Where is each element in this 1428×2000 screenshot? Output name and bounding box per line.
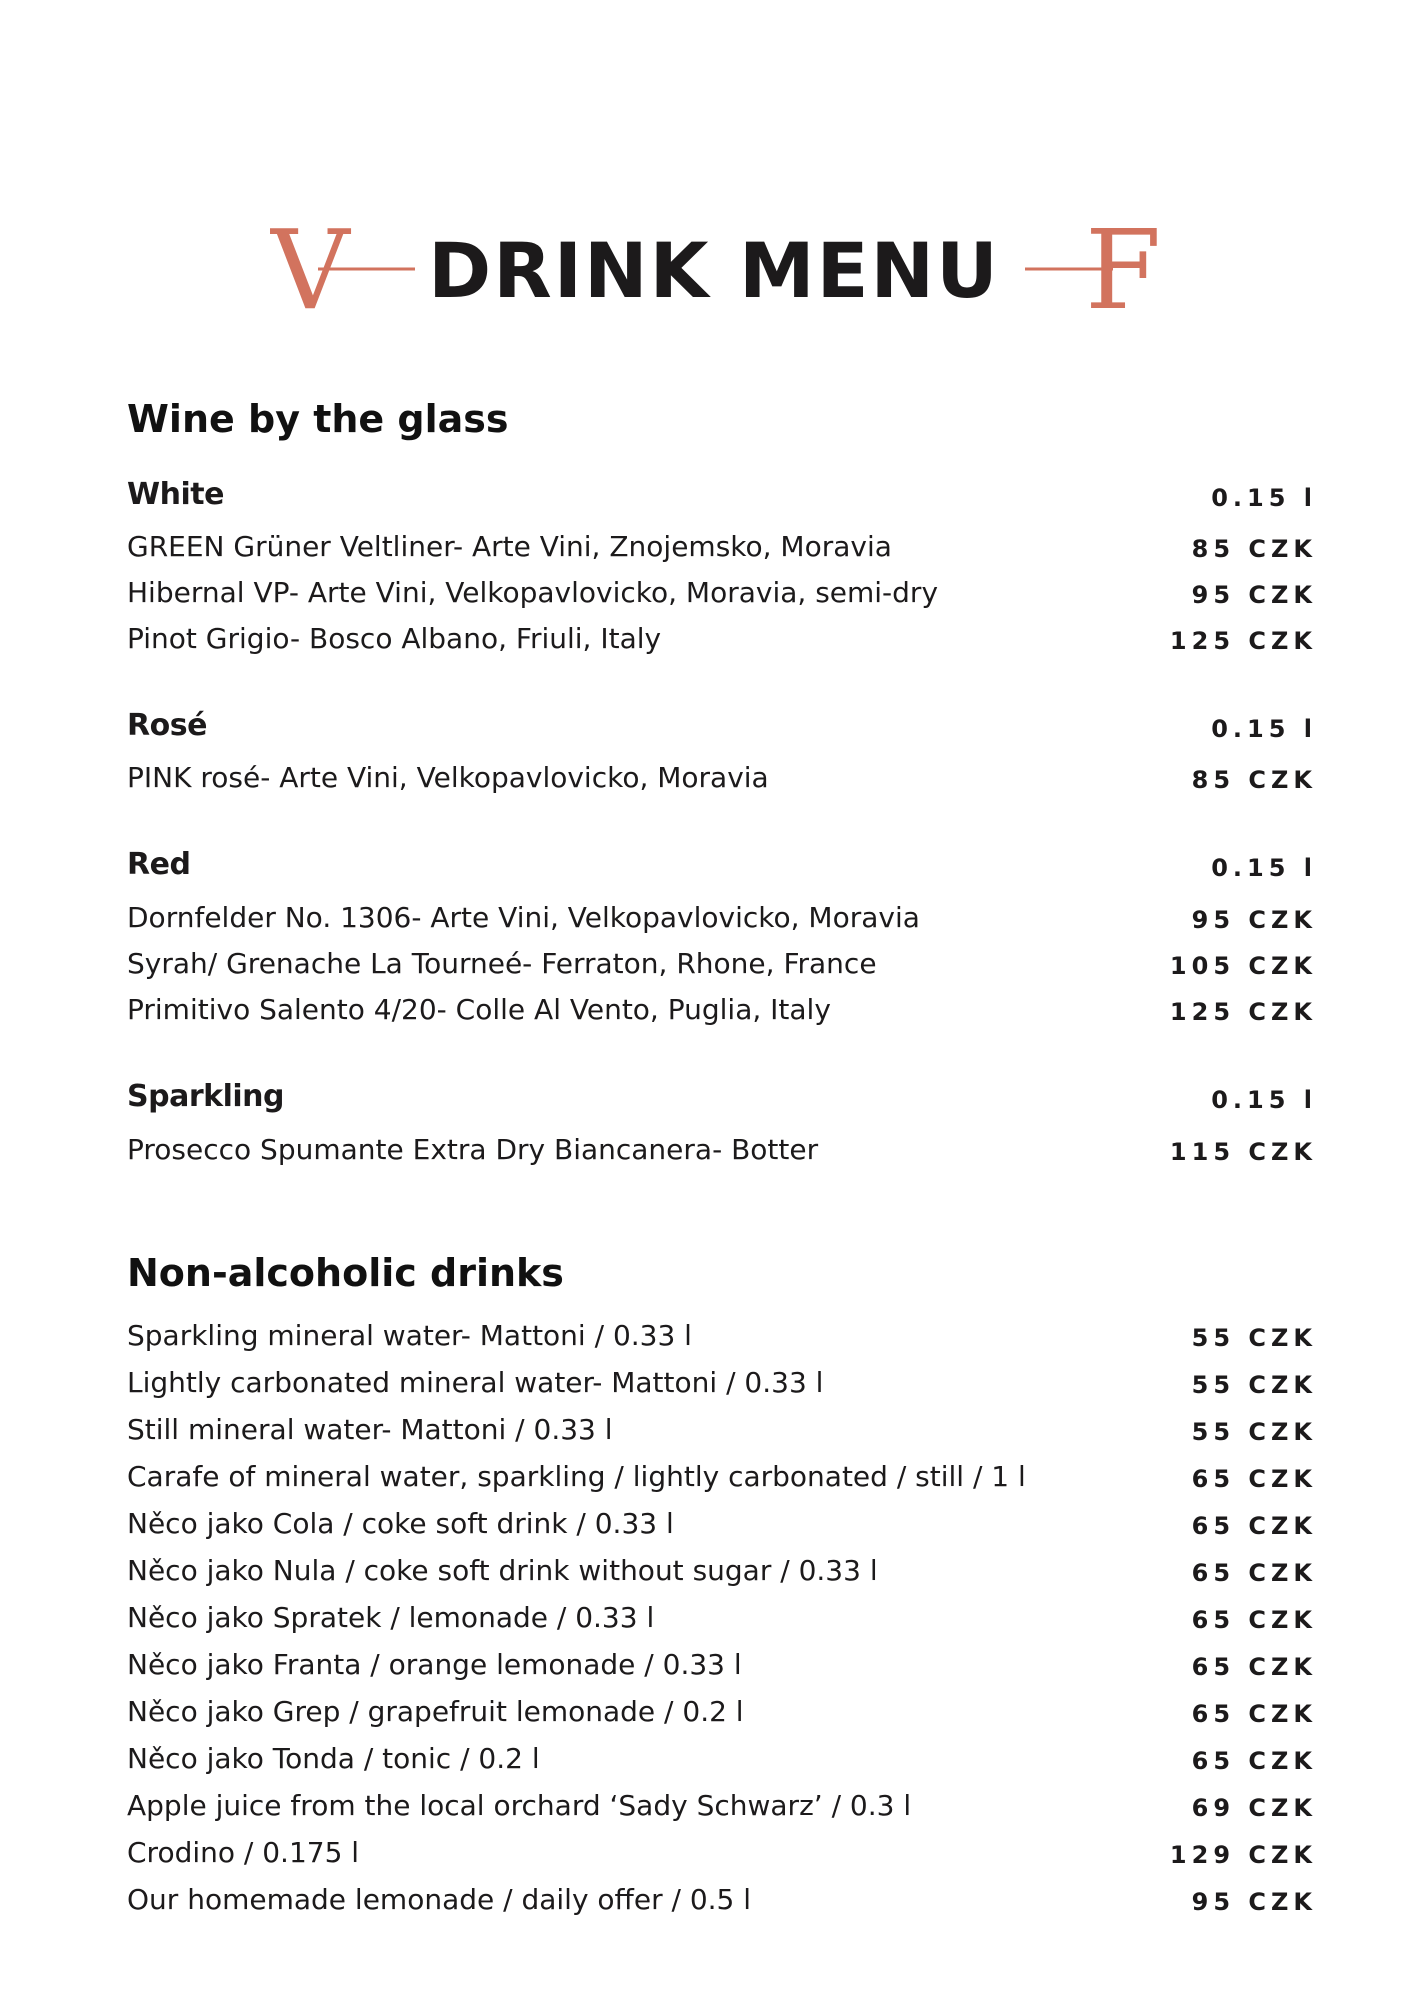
category-unit: 0.15 l <box>1211 854 1317 882</box>
list-item <box>127 1316 1317 1360</box>
item-price: 55 CZK <box>1191 1418 1317 1446</box>
item-name: Prosecco Spumante Extra Dry Biancanera- Botter <box>127 1133 819 1166</box>
list-item <box>127 1363 1317 1407</box>
item-price: 85 CZK <box>1191 766 1317 794</box>
item-price: 65 CZK <box>1191 1700 1317 1728</box>
item-price: 55 CZK <box>1191 1324 1317 1352</box>
list-item <box>127 944 1317 988</box>
category-unit: 0.15 l <box>1211 484 1317 512</box>
item-price: 125 CZK <box>1169 627 1317 655</box>
menu-header <box>0 212 1428 322</box>
list-item <box>127 990 1317 1034</box>
item-price: 85 CZK <box>1191 535 1317 563</box>
list-item <box>127 1598 1317 1642</box>
svg-text:F: F <box>1085 222 1162 312</box>
list-item <box>127 1551 1317 1595</box>
item-name: Still mineral water- Mattoni / 0.33 l <box>127 1413 613 1446</box>
list-item <box>127 1504 1317 1548</box>
item-price: 69 CZK <box>1191 1794 1317 1822</box>
item-price: 105 CZK <box>1169 952 1317 980</box>
section-title-wine: Wine by the glass <box>127 397 509 441</box>
list-item <box>127 573 1317 617</box>
item-name: Pinot Grigio- Bosco Albano, Friuli, Italy <box>127 622 662 655</box>
item-name: Hibernal VP- Arte Vini, Velkopavlovicko, Moravia, semi-dry <box>127 576 939 609</box>
section-title-nonalcoholic: Non-alcoholic drinks <box>127 1251 564 1295</box>
category-title: Sparkling <box>127 1079 284 1114</box>
list-item <box>127 758 1317 802</box>
logo-f-icon <box>1025 222 1167 312</box>
category-rose <box>127 706 1317 750</box>
list-item <box>127 527 1317 571</box>
category-red <box>127 845 1317 889</box>
item-name: GREEN Grüner Veltliner- Arte Vini, Znojemsko, Moravia <box>127 530 892 563</box>
list-item <box>127 1833 1317 1877</box>
item-name: Primitivo Salento 4/20- Colle Al Vento, Puglia, Italy <box>127 993 831 1026</box>
item-name: Sparkling mineral water- Mattoni / 0.33 l <box>127 1319 692 1352</box>
item-price: 65 CZK <box>1191 1465 1317 1493</box>
list-item <box>127 1645 1317 1689</box>
list-item <box>127 619 1317 663</box>
list-item <box>127 1880 1317 1924</box>
category-unit: 0.15 l <box>1211 1086 1317 1114</box>
item-name: Crodino / 0.175 l <box>127 1836 360 1869</box>
category-title: Red <box>127 847 191 882</box>
item-name: PINK rosé- Arte Vini, Velkopavlovicko, Moravia <box>127 761 769 794</box>
item-name: Apple juice from the local orchard ‘Sady Schwarz’ / 0.3 l <box>127 1789 912 1822</box>
item-price: 115 CZK <box>1169 1138 1317 1166</box>
item-name: Něco jako Tonda / tonic / 0.2 l <box>127 1742 540 1775</box>
item-price: 65 CZK <box>1191 1559 1317 1587</box>
list-item <box>127 1739 1317 1783</box>
list-item <box>127 1692 1317 1736</box>
category-unit: 0.15 l <box>1211 715 1317 743</box>
item-price: 95 CZK <box>1191 906 1317 934</box>
category-sparkling <box>127 1077 1317 1121</box>
category-title: White <box>127 477 224 512</box>
item-price: 95 CZK <box>1191 1888 1317 1916</box>
item-price: 95 CZK <box>1191 581 1317 609</box>
list-item <box>127 1130 1317 1174</box>
svg-text:V: V <box>270 222 350 312</box>
category-title: Rosé <box>127 708 207 743</box>
list-item <box>127 898 1317 942</box>
item-name: Lightly carbonated mineral water- Mattoni / 0.33 l <box>127 1366 824 1399</box>
item-price: 65 CZK <box>1191 1606 1317 1634</box>
item-price: 65 CZK <box>1191 1653 1317 1681</box>
item-name: Dornfelder No. 1306- Arte Vini, Velkopavlovicko, Moravia <box>127 901 920 934</box>
category-white <box>127 475 1317 519</box>
item-name: Our homemade lemonade / daily offer / 0.5 l <box>127 1883 752 1916</box>
list-item <box>127 1457 1317 1501</box>
list-item <box>127 1786 1317 1830</box>
item-name: Něco jako Grep / grapefruit lemonade / 0.2 l <box>127 1695 744 1728</box>
page-title: DRINK MENU <box>428 226 1000 315</box>
item-name: Syrah/ Grenache La Tourneé- Ferraton, Rhone, France <box>127 947 877 980</box>
list-item <box>127 1410 1317 1454</box>
item-price: 125 CZK <box>1169 998 1317 1026</box>
item-name: Něco jako Cola / coke soft drink / 0.33 l <box>127 1507 674 1540</box>
item-name: Něco jako Nula / coke soft drink without sugar / 0.33 l <box>127 1554 878 1587</box>
item-name: Něco jako Spratek / lemonade / 0.33 l <box>127 1601 655 1634</box>
item-name: Něco jako Franta / orange lemonade / 0.33 l <box>127 1648 742 1681</box>
item-price: 55 CZK <box>1191 1371 1317 1399</box>
item-name: Carafe of mineral water, sparkling / lightly carbonated / still / 1 l <box>127 1460 1026 1493</box>
item-price: 65 CZK <box>1191 1747 1317 1775</box>
item-price: 129 CZK <box>1169 1841 1317 1869</box>
item-price: 65 CZK <box>1191 1512 1317 1540</box>
